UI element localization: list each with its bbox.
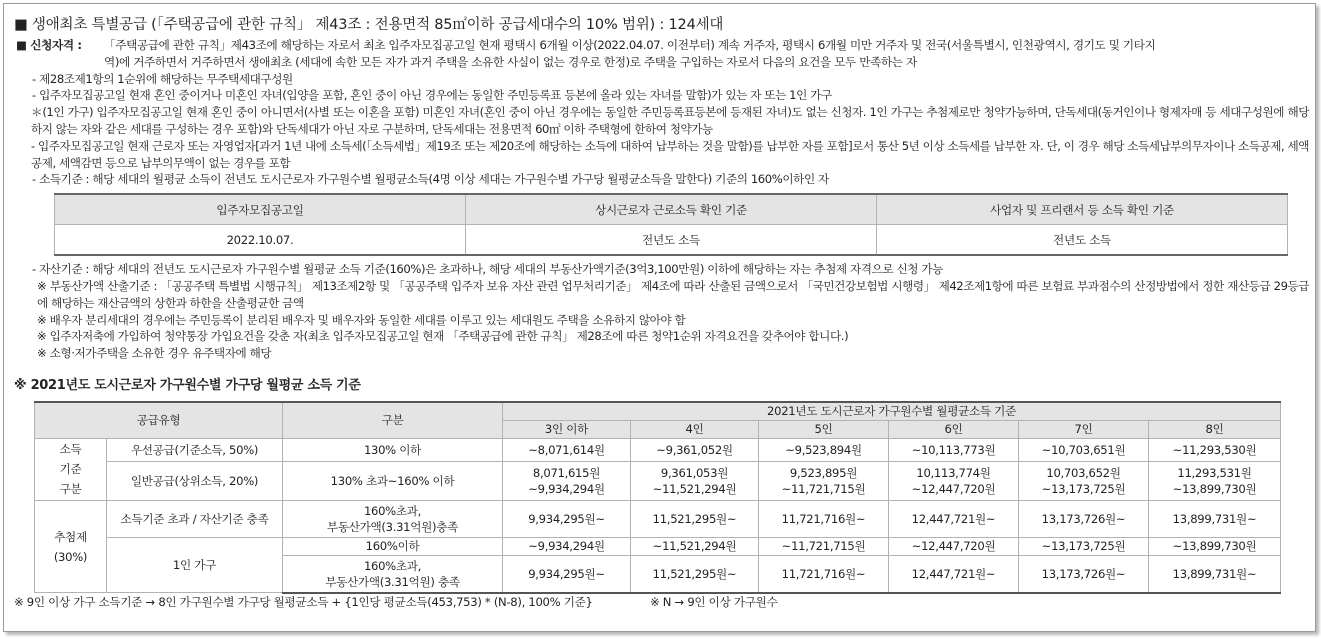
category-line: 160%초과, xyxy=(363,503,422,518)
header-persons: 4인 xyxy=(631,420,759,438)
table-row-priority xyxy=(35,438,1281,461)
qualification-text-2: 역)에 거주하면서 거주하면서 생애최초 (세대에 속한 모든 자가 과거 주택을 소유한 사실이 없는 경우로 한정)로 주택을 구입하는 자로서 다음의 요건을 모두 만족하는 자 xyxy=(104,54,917,69)
value-to: ~11,721,715원 xyxy=(781,481,866,496)
spouse-note: ※ 배우자 분리세대의 경우에는 주민등록이 분리된 배우자 및 배우자와 동일한 세대를 이루고 있는 세대원도 주택을 소유하지 않아야 함 xyxy=(37,312,686,327)
value-to: ~11,521,294원 xyxy=(652,481,737,496)
income-standard: - 소득기준 : 해당 세대의 월평균 소득이 전년도 도시근로자 가구원수별 월평균소득(4명 이상 세대는 가구원수별 가구당 월평균소득을 말한다) 기준의 160%이하인 자 xyxy=(32,172,829,187)
qualification-label: ■ 신청자격 : xyxy=(16,38,82,52)
value-cell: ~10,703,651원 xyxy=(1019,438,1149,461)
value-from: 10,113,774원 xyxy=(916,465,991,480)
value-cell: 13,173,726원~ xyxy=(1019,555,1149,593)
income-check-table xyxy=(54,193,1288,256)
footer-notes xyxy=(14,595,1309,610)
value-cell: 13,899,731원~ xyxy=(1149,500,1281,537)
value-cell: ~9,523,894원 xyxy=(759,438,889,461)
value-from: 10,703,652원 xyxy=(1046,465,1121,480)
group-text: 추첨제 xyxy=(54,529,87,544)
value-cell: ~9,934,294원 xyxy=(503,537,631,555)
supply-type-cell: 일반공급(상위소득, 20%) xyxy=(107,461,283,500)
group-text: 구분 xyxy=(59,482,82,497)
property-calc-note: ※ 부동산가액 산출기준 : 「공공주택 특별법 시행규칙」 제13조제2항 및 「공공주택 입주자 보유 자산 관련 업무처리기준」 제4조에 따라 산출된 금액으로서 「국민건강보험법 시행령」 제42조제1항에 따른 보험료 부과점수의 산정방법에서 정한 재산등급 29등급에 해당하는 재산금액의 상한과 하한을 산출평균한 금액 xyxy=(37,278,1309,310)
value-cell: ~13,173,725원 xyxy=(1019,537,1149,555)
header-income-group: 2021년도 도시근로자 가구원수별 월평균소득 기준 xyxy=(503,402,1281,421)
section-title: ■ 생애최초 특별공급 (「주택공급에 관한 규칙」 제43조 : 전용면적 85㎡이하 공급세대수의 10% 범위) : 124세대 xyxy=(14,17,724,33)
footer-note-nine-plus: ※ 9인 이상 가구 소득기준 → 8인 가구원수별 가구당 월평균소득 + {1인당 평균소득(453,753) * (N-8), 100% 기준} xyxy=(14,594,593,609)
value-cell: 9,934,295원~ xyxy=(503,500,631,537)
value-to: ~12,447,720원 xyxy=(911,481,996,496)
table-header-row xyxy=(35,402,1281,421)
table-row xyxy=(55,225,1288,256)
document-frame xyxy=(3,3,1316,632)
lottery-group-label xyxy=(35,500,107,593)
qualification-text-1: 「주택공급에 관한 규칙」제43조에 해당하는 자로서 최초 입주자모집공고일 현재 평택시 6개월 이상(2022.04.07. 이전부터) 계속 거주자, 평택시 6개월 미만 거주자 및 전국(서울특별시, 인천광역시, 경기도 및 기타지 xyxy=(104,38,1156,52)
table-row-general xyxy=(35,461,1281,500)
header-persons: 7인 xyxy=(1019,420,1149,438)
group-text: (30%) xyxy=(53,549,88,564)
value-cell xyxy=(759,461,889,500)
table-cell: 전년도 소득 xyxy=(877,225,1288,256)
value-from: 9,361,053원 xyxy=(660,465,729,480)
header-persons: 6인 xyxy=(889,420,1019,438)
value-cell: 11,721,716원~ xyxy=(759,500,889,537)
value-cell xyxy=(1149,461,1281,500)
value-cell: 9,934,295원~ xyxy=(503,555,631,593)
value-to: ~13,899,730원 xyxy=(1172,481,1257,496)
supply-type-cell: 1인 가구 xyxy=(107,537,283,593)
supply-type-cell: 소득기준 초과 / 자산기준 충족 xyxy=(107,500,283,537)
income-group-label xyxy=(35,438,107,500)
value-cell: 12,447,721원~ xyxy=(889,500,1019,537)
asset-standard: - 자산기준 : 해당 세대의 전년도 도시근로자 가구원수별 월평균 소득 기준(160%)은 초과하나, 해당 세대의 부동산가액기준(3억3,100만원) 이하에 해당하는 자는 추첨제 자격으로 신청 가능 xyxy=(32,262,943,277)
value-cell: ~11,721,715원 xyxy=(759,537,889,555)
income-table-title: ※ 2021년도 도시근로자 가구원수별 가구당 월평균 소득 기준 xyxy=(14,377,361,393)
qualification-block xyxy=(14,37,1309,71)
value-cell xyxy=(631,461,759,500)
value-cell: ~10,113,773원 xyxy=(889,438,1019,461)
value-cell: 11,521,295원~ xyxy=(631,555,759,593)
header-category: 구분 xyxy=(283,402,503,439)
table-row-single-a xyxy=(35,537,1281,555)
group-text: 소득 xyxy=(59,442,82,457)
value-to: ~9,934,294원 xyxy=(528,481,605,496)
table-header-cell: 상시근로자 근로소득 확인 기준 xyxy=(466,194,877,225)
value-cell: 12,447,721원~ xyxy=(889,555,1019,593)
header-persons: 3인 이하 xyxy=(503,420,631,438)
category-line: 부동산가액(3.31억원) 충족 xyxy=(325,574,460,589)
category-cell: 130% 이하 xyxy=(283,438,503,461)
condition-item: - 입주자모집공고일 현재 혼인 중이거나 미혼인 자녀(입양을 포함, 혼인 중이 아닌 경우에는 동일한 주민등록표 등본에 올라 있는 자녀를 말함)가 있는 자 또는 1인 가구 xyxy=(32,88,832,103)
header-persons: 5인 xyxy=(759,420,889,438)
category-cell xyxy=(283,500,503,537)
header-supply-type: 공급유형 xyxy=(35,402,283,439)
value-to: ~13,173,725원 xyxy=(1041,481,1126,496)
income-standard-table xyxy=(34,401,1281,594)
savings-note: ※ 입주자저축에 가입하여 청약통장 가입요건을 갖춘 자(최초 입주자모집공고일 현재 「주택공급에 관한 규칙」 제28조에 따른 청약1순위 자격요건을 갖추어야 합니다.) xyxy=(37,329,849,344)
value-cell: 13,173,726원~ xyxy=(1019,500,1149,537)
header-persons: 8인 xyxy=(1149,420,1281,438)
table-header-cell: 사업자 및 프리랜서 등 소득 확인 기준 xyxy=(877,194,1288,225)
table-header-cell: 입주자모집공고일 xyxy=(55,194,466,225)
value-from: 9,523,895원 xyxy=(789,465,858,480)
value-cell: ~12,447,720원 xyxy=(889,537,1019,555)
category-cell: 130% 초과~160% 이하 xyxy=(283,461,503,500)
value-cell: 11,721,716원~ xyxy=(759,555,889,593)
value-cell: 13,899,731원~ xyxy=(1149,555,1281,593)
value-cell: 11,521,295원~ xyxy=(631,500,759,537)
supply-type-cell: 우선공급(기준소득, 50%) xyxy=(107,438,283,461)
small-house-note: ※ 소형·저가주택을 소유한 경우 유주택자에 해당 xyxy=(37,346,272,361)
table-cell: 전년도 소득 xyxy=(466,225,877,256)
table-cell: 2022.10.07. xyxy=(55,225,466,256)
category-line: 부동산가액(3.31억원)충족 xyxy=(326,519,459,534)
value-cell: ~11,521,294원 xyxy=(631,537,759,555)
value-cell: ~9,361,052원 xyxy=(631,438,759,461)
value-from: 11,293,531원 xyxy=(1177,465,1252,480)
category-cell: 160%이하 xyxy=(283,537,503,555)
table-header-row xyxy=(55,194,1288,225)
footer-note-n: ※ N → 9인 이상 가구원수 xyxy=(649,594,778,609)
category-cell xyxy=(283,555,503,593)
value-cell xyxy=(503,461,631,500)
value-cell: ~8,071,614원 xyxy=(503,438,631,461)
value-cell: ~13,899,730원 xyxy=(1149,537,1281,555)
document-content xyxy=(14,14,1309,610)
group-text: 기준 xyxy=(59,462,82,477)
table-row-lottery-exceed xyxy=(35,500,1281,537)
value-cell xyxy=(1019,461,1149,500)
condition-item: - 제28조제1항의 1순위에 해당하는 무주택세대구성원 xyxy=(32,71,293,86)
single-household-note: ＊(1인 가구) 입주자모집공고일 현재 혼인 중이 아니면서(사별 또는 이혼을 포함) 미혼인 자녀(혼인 중이 아닌 경우에는 동일한 주민등록표등본에 등재된 자녀)도 없는 신청자. 1인 가구는 추첨제로만 청약가능하며, 단독세대(동거인이나 형제자매 등 세대구성원에 해당하지 않는 자와 같은 세대를 구성하는 경우 포함)와 단독세대가 아닌 자로 구분하며, 단독세대는 전용면적 60㎡ 이하 주택형에 한하여 청약가능 xyxy=(31,105,1309,136)
value-cell: ~11,293,530원 xyxy=(1149,438,1281,461)
value-from: 8,071,615원 xyxy=(532,465,601,480)
value-cell xyxy=(889,461,1019,500)
category-line: 160%초과, xyxy=(363,558,422,573)
tax-condition: - 입주자모집공고일 현재 근로자 또는 자영업자[과거 1년 내에 소득세(「소득세법」제19조 또는 제20조에 해당하는 소득에 대하여 납부하는 것을 말함)를 납부한 자를 포함]로서 통산 5년 이상 소득세를 납부한 자. 단, 이 경우 해당 소득세납부의무자이나 소득공제, 세액공제, 세액감면 등으로 납부의무액이 없는 경우를 포함 xyxy=(31,138,1309,170)
